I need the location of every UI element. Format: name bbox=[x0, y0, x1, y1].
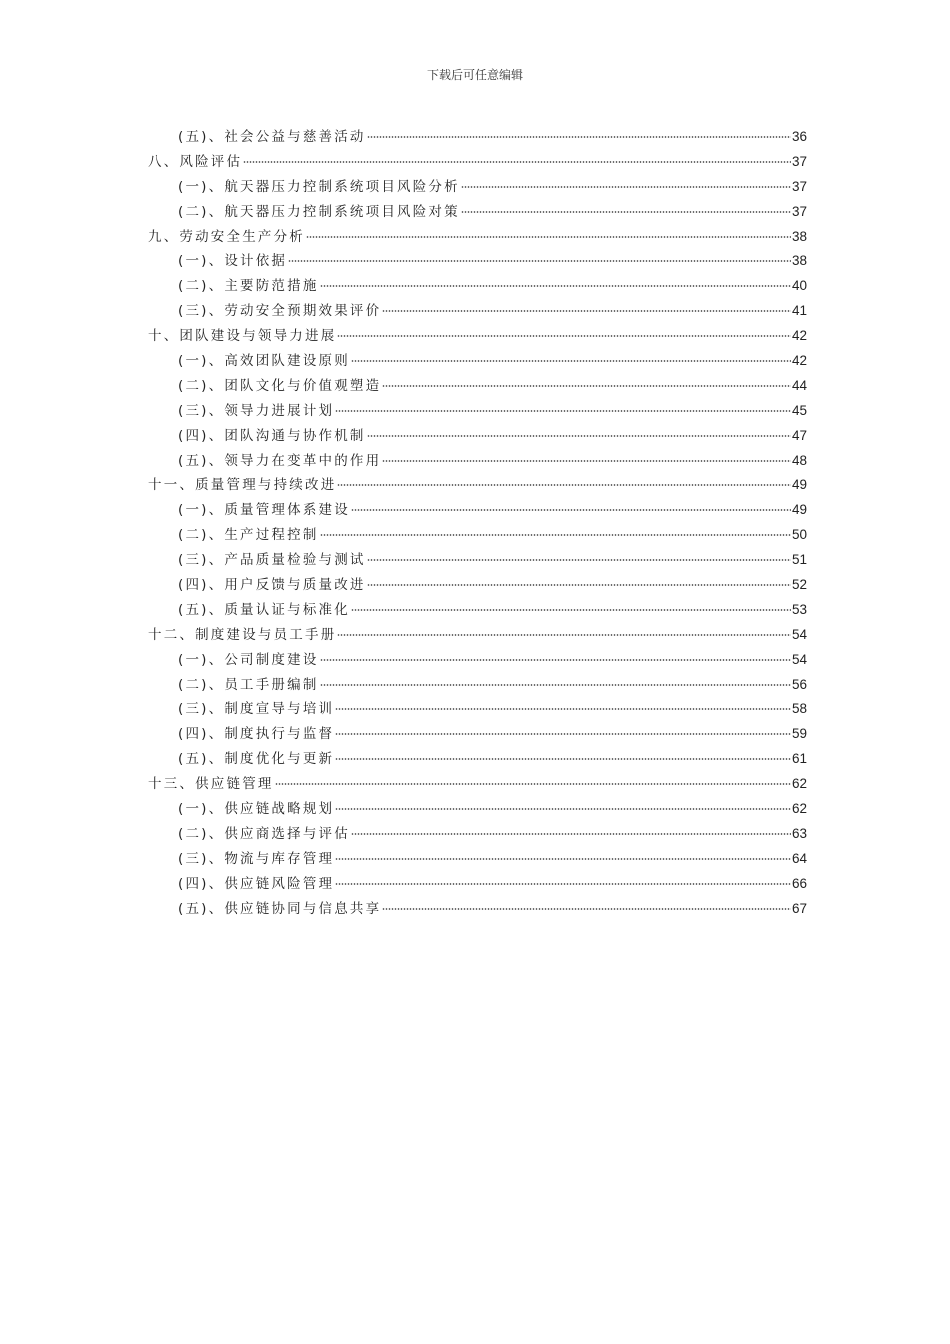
toc-section-entry[interactable] bbox=[148, 772, 807, 797]
toc-entry-label: (五)、质量认证与标准化 bbox=[178, 601, 350, 618]
toc-dot-leader bbox=[335, 883, 791, 885]
toc-page-number: 62 bbox=[791, 776, 807, 792]
toc-dot-leader bbox=[382, 908, 791, 910]
toc-subsection-entry[interactable] bbox=[148, 598, 807, 623]
toc-subsection-entry[interactable] bbox=[148, 274, 807, 299]
toc-entry-label: (二)、主要防范措施 bbox=[178, 278, 319, 295]
toc-section-entry[interactable] bbox=[148, 225, 807, 250]
toc-entry-label: (二)、供应商选择与评估 bbox=[178, 825, 350, 842]
toc-subsection-entry[interactable] bbox=[148, 648, 807, 673]
toc-subsection-entry[interactable] bbox=[148, 424, 807, 449]
toc-section-entry[interactable] bbox=[148, 623, 807, 648]
toc-entry-label: (二)、团队文化与价值观塑造 bbox=[178, 377, 382, 394]
toc-dot-leader bbox=[337, 484, 791, 486]
table-of-contents bbox=[148, 125, 807, 922]
toc-entry-label: (三)、产品质量检验与测试 bbox=[178, 552, 366, 569]
toc-subsection-entry[interactable] bbox=[148, 125, 807, 150]
toc-entry-label: (二)、员工手册编制 bbox=[178, 676, 319, 693]
toc-entry-label: 十、团队建设与领导力进展 bbox=[148, 328, 337, 345]
toc-page-number: 56 bbox=[791, 676, 807, 692]
toc-page-number: 49 bbox=[791, 477, 807, 493]
toc-subsection-entry[interactable] bbox=[148, 797, 807, 822]
toc-entry-label: (一)、供应链战略规划 bbox=[178, 801, 335, 818]
toc-dot-leader bbox=[337, 335, 791, 337]
toc-page-number: 37 bbox=[791, 178, 807, 194]
toc-section-entry[interactable] bbox=[148, 150, 807, 175]
toc-subsection-entry[interactable] bbox=[148, 747, 807, 772]
toc-dot-leader bbox=[351, 360, 791, 362]
toc-page-number: 49 bbox=[791, 502, 807, 518]
toc-dot-leader bbox=[382, 460, 791, 462]
toc-subsection-entry[interactable] bbox=[148, 897, 807, 922]
page-header: 下载后可任意编辑 bbox=[426, 68, 523, 82]
toc-dot-leader bbox=[335, 858, 791, 860]
toc-dot-leader bbox=[461, 186, 791, 188]
toc-entry-label: (一)、公司制度建设 bbox=[178, 651, 319, 668]
toc-dot-leader bbox=[335, 410, 791, 412]
toc-dot-leader bbox=[335, 808, 791, 810]
toc-entry-label: (五)、制度优化与更新 bbox=[178, 751, 335, 768]
toc-page-number: 51 bbox=[791, 552, 807, 568]
toc-entry-label: 十一、质量管理与持续改进 bbox=[148, 477, 337, 494]
toc-subsection-entry[interactable] bbox=[148, 374, 807, 399]
toc-dot-leader bbox=[335, 708, 791, 710]
toc-subsection-entry[interactable] bbox=[148, 175, 807, 200]
toc-entry-label: (三)、制度宣导与培训 bbox=[178, 701, 335, 718]
toc-dot-leader bbox=[351, 833, 791, 835]
toc-page-number: 42 bbox=[791, 328, 807, 344]
toc-dot-leader bbox=[367, 584, 791, 586]
toc-page-number: 41 bbox=[791, 303, 807, 319]
toc-dot-leader bbox=[320, 285, 791, 287]
toc-page-number: 37 bbox=[791, 203, 807, 219]
toc-entry-label: (二)、生产过程控制 bbox=[178, 527, 319, 544]
toc-entry-label: (三)、物流与库存管理 bbox=[178, 850, 335, 867]
toc-page-number: 48 bbox=[791, 452, 807, 468]
toc-subsection-entry[interactable] bbox=[148, 548, 807, 573]
toc-page-number: 50 bbox=[791, 527, 807, 543]
toc-entry-label: (五)、社会公益与慈善活动 bbox=[178, 129, 366, 145]
toc-entry-label: 十三、供应链管理 bbox=[148, 776, 274, 793]
toc-page-number: 36 bbox=[791, 129, 807, 144]
toc-entry-label: (三)、劳动安全预期效果评价 bbox=[178, 303, 382, 320]
toc-dot-leader bbox=[461, 211, 791, 213]
toc-subsection-entry[interactable] bbox=[148, 200, 807, 225]
toc-dot-leader bbox=[320, 659, 791, 661]
toc-page-number: 64 bbox=[791, 850, 807, 866]
toc-page-number: 38 bbox=[791, 253, 807, 269]
toc-entry-label: (三)、领导力进展计划 bbox=[178, 402, 335, 419]
toc-dot-leader bbox=[351, 609, 791, 611]
toc-entry-label: (五)、供应链协同与信息共享 bbox=[178, 900, 382, 917]
toc-subsection-entry[interactable] bbox=[148, 573, 807, 598]
toc-dot-leader bbox=[367, 136, 791, 138]
toc-subsection-entry[interactable] bbox=[148, 449, 807, 474]
toc-entry-label: (五)、领导力在变革中的作用 bbox=[178, 452, 382, 469]
toc-dot-leader bbox=[335, 758, 791, 760]
toc-dot-leader bbox=[275, 783, 791, 785]
toc-entry-label: (二)、航天器压力控制系统项目风险对策 bbox=[178, 203, 460, 220]
toc-page-number: 59 bbox=[791, 726, 807, 742]
toc-entry-label: (四)、制度执行与监督 bbox=[178, 726, 335, 743]
toc-dot-leader bbox=[382, 310, 791, 312]
toc-page-number: 54 bbox=[791, 626, 807, 642]
toc-subsection-entry[interactable] bbox=[148, 249, 807, 274]
toc-dot-leader bbox=[243, 161, 791, 163]
toc-subsection-entry[interactable] bbox=[148, 399, 807, 424]
toc-page-number: 54 bbox=[791, 651, 807, 667]
toc-page-number: 62 bbox=[791, 801, 807, 817]
toc-subsection-entry[interactable] bbox=[148, 498, 807, 523]
toc-page-number: 61 bbox=[791, 751, 807, 767]
toc-page-number: 58 bbox=[791, 701, 807, 717]
toc-section-entry[interactable] bbox=[148, 473, 807, 498]
toc-entry-label: (四)、供应链风险管理 bbox=[178, 875, 335, 892]
toc-subsection-entry[interactable] bbox=[148, 847, 807, 872]
toc-dot-leader bbox=[320, 684, 791, 686]
toc-subsection-entry[interactable] bbox=[148, 872, 807, 897]
toc-page-number: 63 bbox=[791, 825, 807, 841]
toc-dot-leader bbox=[382, 385, 791, 387]
toc-page-number: 37 bbox=[791, 153, 807, 169]
toc-entry-label: 九、劳动安全生产分析 bbox=[148, 228, 305, 245]
toc-page-number: 44 bbox=[791, 377, 807, 393]
toc-subsection-entry[interactable] bbox=[148, 349, 807, 374]
toc-page-number: 45 bbox=[791, 402, 807, 418]
toc-entry-label: 十二、制度建设与员工手册 bbox=[148, 626, 337, 643]
toc-page-number: 66 bbox=[791, 875, 807, 891]
toc-entry-label: (一)、设计依据 bbox=[178, 253, 288, 270]
toc-subsection-entry[interactable] bbox=[148, 822, 807, 847]
toc-entry-label: (一)、质量管理体系建设 bbox=[178, 502, 350, 519]
toc-dot-leader bbox=[367, 435, 791, 437]
toc-dot-leader bbox=[337, 634, 791, 636]
toc-entry-label: (四)、用户反馈与质量改进 bbox=[178, 577, 366, 594]
toc-dot-leader bbox=[367, 559, 791, 561]
toc-page-number: 52 bbox=[791, 577, 807, 593]
toc-page-number: 53 bbox=[791, 601, 807, 617]
toc-section-entry[interactable] bbox=[148, 324, 807, 349]
toc-subsection-entry[interactable] bbox=[148, 673, 807, 698]
toc-entry-label: (一)、高效团队建设原则 bbox=[178, 353, 350, 370]
toc-dot-leader bbox=[335, 733, 791, 735]
toc-subsection-entry[interactable] bbox=[148, 299, 807, 324]
toc-entry-label: (四)、团队沟通与协作机制 bbox=[178, 427, 366, 444]
toc-entry-label: 八、风险评估 bbox=[148, 153, 243, 170]
toc-entry-label: (一)、航天器压力控制系统项目风险分析 bbox=[178, 178, 460, 195]
toc-page-number: 40 bbox=[791, 278, 807, 294]
toc-dot-leader bbox=[306, 236, 791, 238]
toc-page-number: 67 bbox=[791, 900, 807, 916]
toc-dot-leader bbox=[351, 509, 791, 511]
toc-subsection-entry[interactable] bbox=[148, 722, 807, 747]
toc-page-number: 38 bbox=[791, 228, 807, 244]
toc-dot-leader bbox=[288, 260, 791, 262]
toc-subsection-entry[interactable] bbox=[148, 523, 807, 548]
toc-page-number: 47 bbox=[791, 427, 807, 443]
toc-page-number: 42 bbox=[791, 353, 807, 369]
toc-subsection-entry[interactable] bbox=[148, 697, 807, 722]
toc-dot-leader bbox=[320, 534, 791, 536]
